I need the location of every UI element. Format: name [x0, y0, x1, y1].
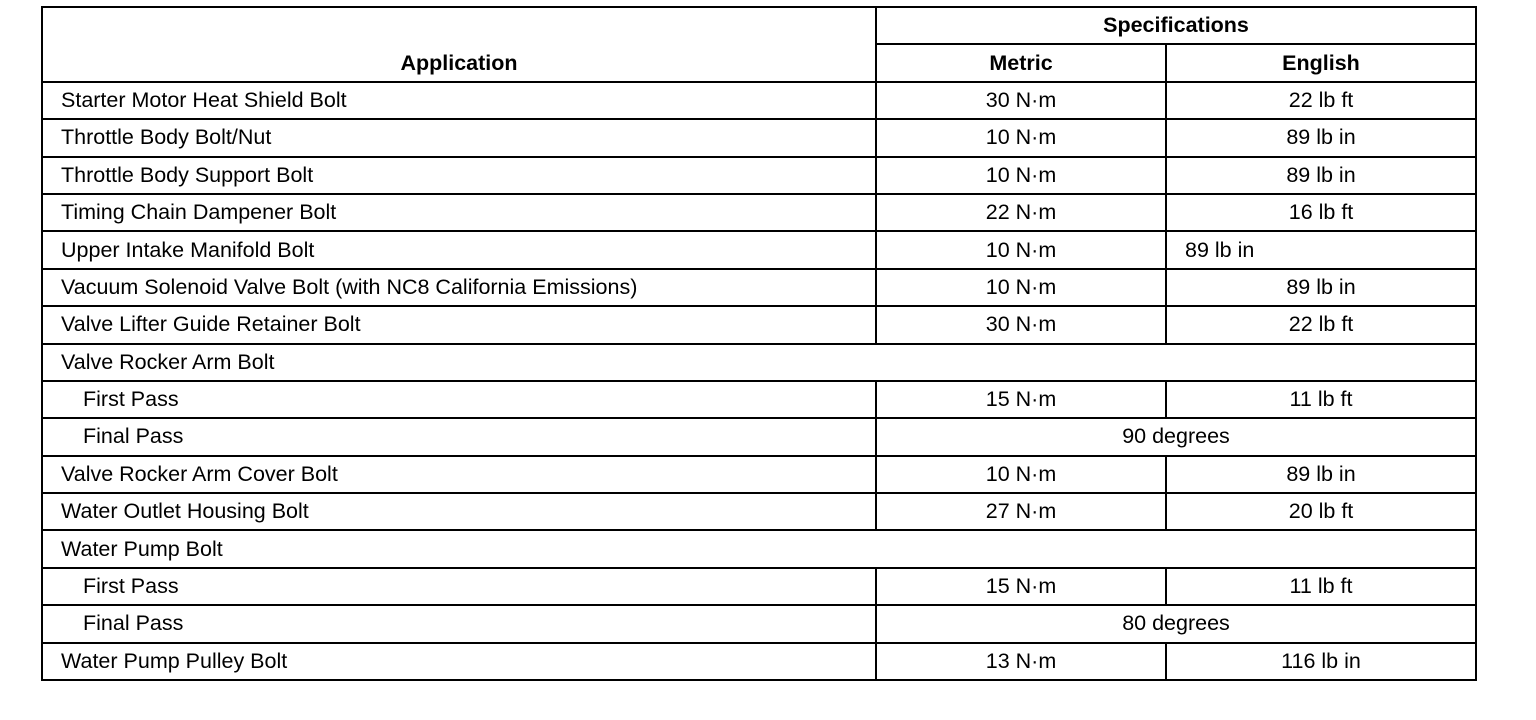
application-cell: First Pass — [42, 381, 876, 418]
english-cell: 11 lb ft — [1166, 381, 1476, 418]
english-cell: 89 lb in — [1166, 269, 1476, 306]
application-cell: Final Pass — [42, 418, 876, 455]
application-cell: Valve Rocker Arm Cover Bolt — [42, 456, 876, 493]
application-cell: Starter Motor Heat Shield Bolt — [42, 82, 876, 119]
application-cell: Water Pump Pulley Bolt — [42, 643, 876, 680]
english-cell: 89 lb in — [1166, 231, 1476, 268]
english-cell: 16 lb ft — [1166, 194, 1476, 231]
table-row — [42, 231, 1476, 268]
table-row — [42, 643, 1476, 680]
application-cell: Water Outlet Housing Bolt — [42, 493, 876, 530]
table-row — [42, 194, 1476, 231]
table-row — [42, 306, 1476, 343]
table-row — [42, 119, 1476, 156]
metric-cell: 10 N·m — [876, 269, 1166, 306]
header-row-top — [42, 7, 1476, 44]
combined-spec-cell: 80 degrees — [876, 605, 1476, 642]
metric-cell: 10 N·m — [876, 157, 1166, 194]
english-column-header: English — [1166, 44, 1476, 81]
english-cell: 22 lb ft — [1166, 82, 1476, 119]
table-row — [42, 493, 1476, 530]
metric-cell: 15 N·m — [876, 381, 1166, 418]
application-cell: Upper Intake Manifold Bolt — [42, 231, 876, 268]
table-row — [42, 605, 1476, 642]
english-cell: 89 lb in — [1166, 456, 1476, 493]
english-cell: 89 lb in — [1166, 157, 1476, 194]
english-cell: 11 lb ft — [1166, 568, 1476, 605]
table-row — [42, 418, 1476, 455]
table-group-row — [42, 344, 1476, 381]
application-column-header: Application — [42, 7, 876, 82]
metric-cell: 22 N·m — [876, 194, 1166, 231]
table-row — [42, 381, 1476, 418]
torque-specifications-table — [41, 6, 1477, 681]
metric-cell: 10 N·m — [876, 231, 1166, 268]
english-cell: 116 lb in — [1166, 643, 1476, 680]
metric-cell: 10 N·m — [876, 119, 1166, 156]
metric-cell: 30 N·m — [876, 82, 1166, 119]
english-cell: 89 lb in — [1166, 119, 1476, 156]
metric-cell: 30 N·m — [876, 306, 1166, 343]
english-cell: 22 lb ft — [1166, 306, 1476, 343]
application-cell: Vacuum Solenoid Valve Bolt (with NC8 California Emissions) — [42, 269, 876, 306]
table-row — [42, 269, 1476, 306]
table-row — [42, 157, 1476, 194]
application-cell: Throttle Body Bolt/Nut — [42, 119, 876, 156]
specifications-column-header: Specifications — [876, 7, 1476, 44]
table-row — [42, 82, 1476, 119]
application-cell: Final Pass — [42, 605, 876, 642]
application-cell: First Pass — [42, 568, 876, 605]
metric-cell: 10 N·m — [876, 456, 1166, 493]
metric-column-header: Metric — [876, 44, 1166, 81]
metric-cell: 13 N·m — [876, 643, 1166, 680]
english-cell: 20 lb ft — [1166, 493, 1476, 530]
metric-cell: 15 N·m — [876, 568, 1166, 605]
application-group-cell: Water Pump Bolt — [42, 530, 1476, 567]
table-row — [42, 568, 1476, 605]
application-cell: Valve Lifter Guide Retainer Bolt — [42, 306, 876, 343]
metric-cell: 27 N·m — [876, 493, 1166, 530]
table-row — [42, 456, 1476, 493]
table-group-row — [42, 530, 1476, 567]
application-cell: Timing Chain Dampener Bolt — [42, 194, 876, 231]
application-group-cell: Valve Rocker Arm Bolt — [42, 344, 1476, 381]
application-cell: Throttle Body Support Bolt — [42, 157, 876, 194]
combined-spec-cell: 90 degrees — [876, 418, 1476, 455]
